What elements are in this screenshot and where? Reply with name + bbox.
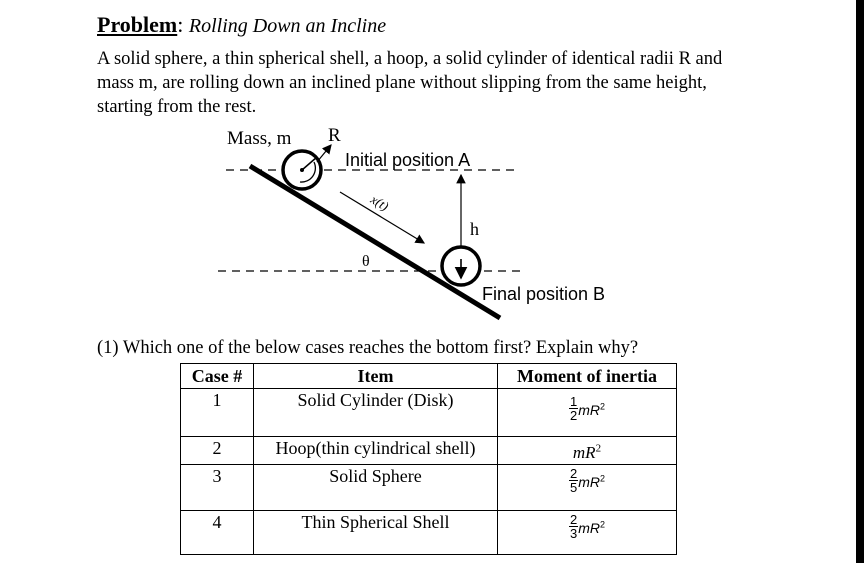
fraction: $\frac{1}{2}$ [569, 394, 578, 423]
case-cell: 4 [181, 510, 254, 554]
radius-label: R [328, 125, 341, 146]
header-moment: Moment of inertia [498, 364, 677, 389]
height-label: h [470, 219, 479, 239]
fraction: $\frac{2}{5}$ [569, 465, 578, 495]
distance-label: x(t) [368, 191, 392, 214]
table-header-row [181, 364, 677, 389]
moment-of-inertia-table [180, 363, 677, 555]
problem-statement: A solid sphere, a thin spherical shell, a hoop, a solid cylinder of identical radii R and mass m, are rolling down an inclined plane without slipping from the same height, starting from the rest. [97, 49, 723, 117]
item-cell: Solid Cylinder (Disk) [254, 389, 498, 437]
case-cell: 2 [181, 437, 254, 465]
ball-final [442, 247, 480, 285]
problem-label: Problem [97, 12, 178, 37]
problem-subtitle: Rolling Down an Incline [188, 15, 387, 37]
item-cell: Thin Spherical Shell [254, 510, 498, 554]
table-row [181, 464, 677, 510]
incline-plane [250, 166, 500, 318]
table-row [181, 437, 677, 465]
case-cell: 1 [181, 389, 254, 437]
table-row [181, 389, 677, 437]
question-text: (1) Which one of the below cases reaches the bottom first? Explain why? [97, 338, 639, 358]
final-position-label: Final position B [482, 284, 606, 304]
moment-cell [498, 464, 677, 510]
moment-cell [498, 437, 677, 465]
mr-term: $mR^2$ [572, 442, 602, 462]
initial-position-label: Initial position A [345, 150, 471, 170]
mr-term: $mR^2$ [578, 473, 606, 490]
title-separator: : [177, 12, 184, 37]
moment-cell [498, 389, 677, 437]
table-row [181, 510, 677, 554]
header-case: Case # [181, 364, 254, 389]
radius-pointer [317, 145, 331, 162]
mr-term: $mR^2$ [578, 401, 606, 419]
angle-label: θ [362, 253, 370, 270]
ball-initial [283, 151, 321, 189]
moment-cell [498, 510, 677, 554]
mass-label: Mass, m [227, 128, 292, 149]
item-cell: Hoop(thin cylindrical shell) [254, 437, 498, 465]
header-item: Item [254, 364, 498, 389]
item-cell: Solid Sphere [254, 464, 498, 510]
mr-term: $mR^2$ [578, 519, 606, 536]
fraction: $\frac{2}{3}$ [569, 511, 578, 541]
case-cell: 3 [181, 464, 254, 510]
